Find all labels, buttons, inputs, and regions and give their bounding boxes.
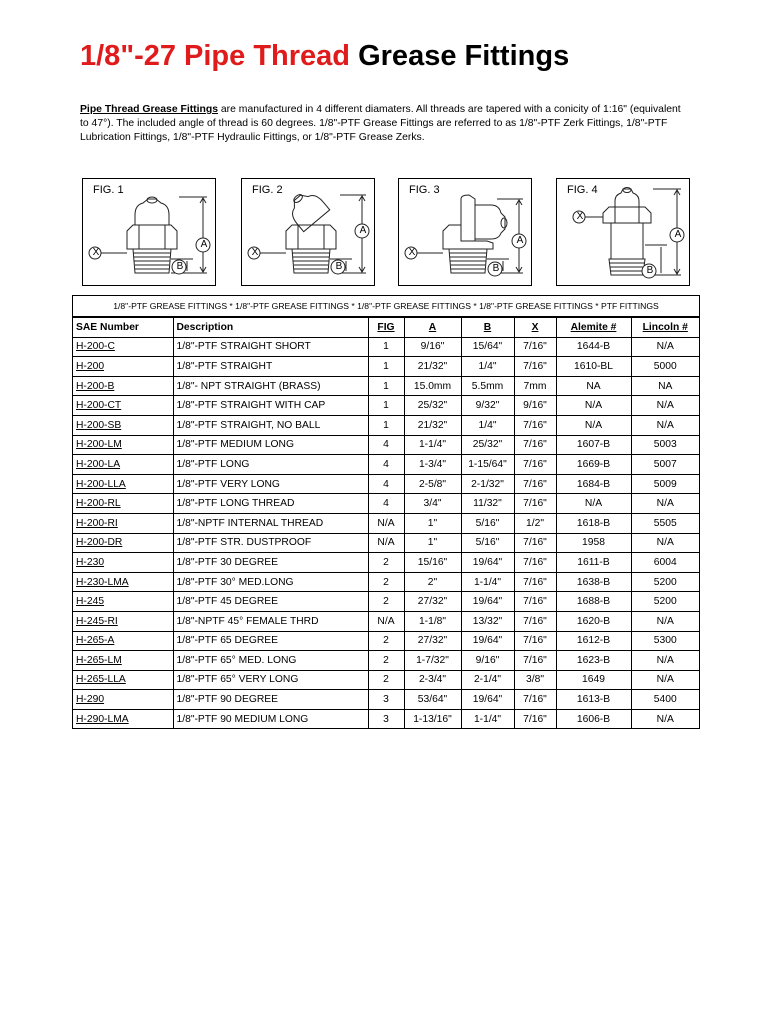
cell-lincoln: N/A [631, 651, 699, 671]
cell-description: 1/8"-NPTF 45° FEMALE THRD [173, 611, 368, 631]
fittings-table-panel [72, 295, 700, 729]
table-row [73, 357, 699, 377]
cell-x: 7/16" [514, 592, 556, 612]
cell-b: 11/32" [461, 494, 514, 514]
cell-fig: 2 [368, 631, 404, 651]
cell-b: 19/64" [461, 631, 514, 651]
table-row [73, 337, 699, 357]
header-lincoln: Lincoln # [631, 318, 699, 338]
cell-x: 7/16" [514, 572, 556, 592]
cell-description: 1/8"-PTF VERY LONG [173, 474, 368, 494]
cell-a: 27/32" [404, 631, 461, 651]
cell-lincoln: N/A [631, 337, 699, 357]
cell-sae-number[interactable] [73, 533, 173, 553]
cell-lincoln: N/A [631, 533, 699, 553]
sae-number-link[interactable]: H-265-LM [76, 654, 122, 666]
cell-b: 9/32" [461, 396, 514, 416]
cell-description: 1/8"-PTF 65° MED. LONG [173, 651, 368, 671]
figure-2 [241, 178, 375, 286]
cell-sae-number[interactable] [73, 651, 173, 671]
cell-description: 1/8"-PTF 30 DEGREE [173, 553, 368, 573]
cell-description: 1/8"-PTF LONG [173, 455, 368, 475]
cell-alemite: 1688-B [556, 592, 631, 612]
sae-number-link[interactable]: H-290 [76, 694, 105, 706]
sae-number-link[interactable]: H-290-LMA [76, 713, 129, 725]
cell-sae-number[interactable] [73, 690, 173, 710]
figure-1 [82, 178, 216, 286]
cell-x: 7/16" [514, 709, 556, 728]
header-a: A [404, 318, 461, 338]
cell-b: 15/64" [461, 337, 514, 357]
cell-lincoln: 5300 [631, 631, 699, 651]
table-row [73, 709, 699, 728]
cell-fig: 1 [368, 396, 404, 416]
cell-b: 19/64" [461, 690, 514, 710]
cell-lincoln: 5009 [631, 474, 699, 494]
cell-alemite: N/A [556, 494, 631, 514]
cell-b: 5/16" [461, 533, 514, 553]
cell-fig: 4 [368, 494, 404, 514]
table-row [73, 690, 699, 710]
sae-number-link[interactable]: H-200-LA [76, 458, 121, 470]
fig1-dim-a: A [200, 239, 208, 250]
cell-description: 1/8"-PTF STR. DUSTPROOF [173, 533, 368, 553]
table-row [73, 415, 699, 435]
cell-sae-number[interactable] [73, 553, 173, 573]
sae-number-link[interactable]: H-200-SB [76, 419, 122, 431]
sae-number-link[interactable]: H-265-LLA [76, 674, 126, 686]
cell-a: 2-5/8" [404, 474, 461, 494]
cell-fig: N/A [368, 611, 404, 631]
cell-a: 15.0mm [404, 376, 461, 396]
cell-alemite: 1610-BL [556, 357, 631, 377]
cell-sae-number[interactable] [73, 376, 173, 396]
cell-description: 1/8"-PTF STRAIGHT WITH CAP [173, 396, 368, 416]
cell-x: 7/16" [514, 357, 556, 377]
header-description: Description [173, 318, 368, 338]
cell-alemite: 1606-B [556, 709, 631, 728]
cell-lincoln: 5200 [631, 572, 699, 592]
cell-sae-number[interactable] [73, 474, 173, 494]
fig3-dim-x: X [408, 247, 416, 258]
table-row [73, 376, 699, 396]
cell-alemite: 1620-B [556, 611, 631, 631]
cell-b: 19/64" [461, 592, 514, 612]
cell-alemite: 1611-B [556, 553, 631, 573]
figure-4-label: FIG. 4 [567, 184, 598, 196]
fig3-dim-a: A [516, 235, 524, 246]
table-row [73, 631, 699, 651]
cell-b: 1-15/64" [461, 455, 514, 475]
cell-fig: 4 [368, 455, 404, 475]
cell-b: 13/32" [461, 611, 514, 631]
page-title-red: 1/8"-27 Pipe Thread [80, 40, 351, 72]
cell-lincoln: 5000 [631, 357, 699, 377]
cell-alemite: 1669-B [556, 455, 631, 475]
table-row [73, 611, 699, 631]
cell-description: 1/8"-PTF LONG THREAD [173, 494, 368, 514]
figure-3-label: FIG. 3 [409, 184, 440, 196]
cell-b: 2-1/32" [461, 474, 514, 494]
cell-alemite: 1649 [556, 670, 631, 690]
cell-description: 1/8"-PTF STRAIGHT, NO BALL [173, 415, 368, 435]
cell-x: 7/16" [514, 533, 556, 553]
sae-number-link[interactable]: H-200-RL [76, 498, 121, 510]
sae-number-link[interactable]: H-200-C [76, 341, 115, 353]
cell-sae-number[interactable] [73, 592, 173, 612]
sae-number-link[interactable]: H-245 [76, 596, 105, 608]
table-row [73, 553, 699, 573]
cell-a: 2" [404, 572, 461, 592]
fig2-dim-a: A [359, 225, 367, 236]
cell-alemite: N/A [556, 415, 631, 435]
cell-lincoln: 5007 [631, 455, 699, 475]
sae-number-link[interactable]: H-200-DR [76, 537, 123, 549]
sae-number-link[interactable]: H-230 [76, 556, 105, 568]
table-row [73, 592, 699, 612]
fig1-dim-b: B [176, 261, 184, 272]
cell-lincoln: 5400 [631, 690, 699, 710]
table-row [73, 494, 699, 514]
cell-a: 21/32" [404, 415, 461, 435]
cell-sae-number[interactable] [73, 415, 173, 435]
cell-b: 19/64" [461, 553, 514, 573]
cell-x: 7/16" [514, 494, 556, 514]
cell-lincoln: 6004 [631, 553, 699, 573]
cell-x: 1/2" [514, 513, 556, 533]
cell-sae-number[interactable] [73, 572, 173, 592]
cell-x: 7/16" [514, 553, 556, 573]
cell-description: 1/8"-PTF 90 DEGREE [173, 690, 368, 710]
table-row [73, 455, 699, 475]
cell-alemite: 1958 [556, 533, 631, 553]
table-row [73, 396, 699, 416]
cell-alemite: 1644-B [556, 337, 631, 357]
cell-x: 7/16" [514, 690, 556, 710]
cell-b: 1/4" [461, 415, 514, 435]
cell-description: 1/8"-PTF MEDIUM LONG [173, 435, 368, 455]
cell-description: 1/8"-PTF 45 DEGREE [173, 592, 368, 612]
intro-lead: Pipe Thread Grease Fittings [80, 104, 219, 115]
cell-fig: 2 [368, 553, 404, 573]
cell-sae-number[interactable] [73, 357, 173, 377]
sae-number-link[interactable]: H-200-B [76, 380, 115, 392]
header-x: X [514, 318, 556, 338]
cell-x: 9/16" [514, 396, 556, 416]
cell-a: 1-13/16" [404, 709, 461, 728]
cell-a: 9/16" [404, 337, 461, 357]
cell-fig: 1 [368, 357, 404, 377]
cell-a: 25/32" [404, 396, 461, 416]
cell-description: 1/8"-PTF STRAIGHT SHORT [173, 337, 368, 357]
straight-fitting-drawing [83, 179, 215, 285]
sae-number-link[interactable]: H-200-CT [76, 400, 122, 412]
ninety-degree-fitting-drawing [399, 179, 531, 285]
cell-lincoln: N/A [631, 396, 699, 416]
sae-number-link[interactable]: H-200 [76, 360, 105, 372]
cell-sae-number[interactable] [73, 494, 173, 514]
cell-fig: N/A [368, 533, 404, 553]
cell-x: 7/16" [514, 611, 556, 631]
cell-x: 7/16" [514, 337, 556, 357]
header-alemite: Alemite # [556, 318, 631, 338]
cell-lincoln: NA [631, 376, 699, 396]
cell-lincoln: N/A [631, 709, 699, 728]
cell-description: 1/8"-PTF STRAIGHT [173, 357, 368, 377]
cell-lincoln: N/A [631, 670, 699, 690]
fittings-table [73, 317, 699, 728]
cell-b: 1-1/4" [461, 709, 514, 728]
fig1-dim-x: X [92, 247, 100, 258]
cell-a: 3/4" [404, 494, 461, 514]
fig4-dim-x: X [576, 211, 584, 222]
fig4-dim-a: A [674, 229, 682, 240]
fig2-dim-b: B [335, 261, 343, 272]
cell-alemite: 1607-B [556, 435, 631, 455]
cell-lincoln: 5505 [631, 513, 699, 533]
cell-b: 1-1/4" [461, 572, 514, 592]
cell-b: 5/16" [461, 513, 514, 533]
cell-a: 1" [404, 513, 461, 533]
cell-description: 1/8"-PTF 65° VERY LONG [173, 670, 368, 690]
cell-sae-number[interactable] [73, 631, 173, 651]
header-sae-number: SAE Number [73, 318, 173, 338]
cell-fig: N/A [368, 513, 404, 533]
cell-description: 1/8"-PTF 65 DEGREE [173, 631, 368, 651]
sae-number-link[interactable]: H-200-LLA [76, 478, 126, 490]
cell-fig: 4 [368, 435, 404, 455]
cell-sae-number[interactable] [73, 396, 173, 416]
cell-a: 21/32" [404, 357, 461, 377]
cell-alemite: 1612-B [556, 631, 631, 651]
cell-sae-number[interactable] [73, 611, 173, 631]
fig4-dim-b: B [646, 265, 654, 276]
cell-a: 1-7/32" [404, 651, 461, 671]
figure-2-label: FIG. 2 [252, 184, 283, 196]
table-row [73, 572, 699, 592]
cell-fig: 1 [368, 337, 404, 357]
cell-a: 1" [404, 533, 461, 553]
table-row [73, 533, 699, 553]
fig2-dim-x: X [251, 247, 259, 258]
sae-number-link[interactable]: H-200-LM [76, 439, 122, 451]
angled-fitting-drawing [242, 179, 374, 285]
cell-a: 1-1/4" [404, 435, 461, 455]
fig3-dim-b: B [492, 263, 500, 274]
cell-a: 1-1/8" [404, 611, 461, 631]
cell-a: 27/32" [404, 592, 461, 612]
cell-b: 5.5mm [461, 376, 514, 396]
cell-description: 1/8"-PTF 90 MEDIUM LONG [173, 709, 368, 728]
cell-lincoln: 5003 [631, 435, 699, 455]
sae-number-link[interactable]: H-265-A [76, 635, 115, 647]
header-fig: FIG [368, 318, 404, 338]
figure-1-label: FIG. 1 [93, 184, 124, 196]
cell-fig: 3 [368, 709, 404, 728]
cell-lincoln: N/A [631, 415, 699, 435]
cell-b: 1/4" [461, 357, 514, 377]
cell-alemite: N/A [556, 396, 631, 416]
cell-alemite: 1638-B [556, 572, 631, 592]
cell-fig: 1 [368, 376, 404, 396]
cell-lincoln: 5200 [631, 592, 699, 612]
header-b: B [461, 318, 514, 338]
cell-fig: 2 [368, 572, 404, 592]
cell-sae-number[interactable] [73, 337, 173, 357]
cell-x: 7mm [514, 376, 556, 396]
cell-lincoln: N/A [631, 494, 699, 514]
cell-sae-number[interactable] [73, 709, 173, 728]
cell-x: 7/16" [514, 651, 556, 671]
cell-b: 9/16" [461, 651, 514, 671]
cell-x: 7/16" [514, 415, 556, 435]
cell-x: 3/8" [514, 670, 556, 690]
cell-x: 7/16" [514, 631, 556, 651]
cell-a: 2-3/4" [404, 670, 461, 690]
figure-3 [398, 178, 532, 286]
cell-sae-number[interactable] [73, 670, 173, 690]
intro-body: are manufactured in 4 different diamaters. All threads are tapered with a conicity of 1:16" (equivalent to 47°). The included angle of thread is 60 degrees. 1/8"-PTF Grease Fittings are referred to as 1/8"-PTF Zerk Fittings, 1/8"-PTF Lubrication Fittings, 1/8"-PTF Hydraulic Fittings, or 1/8"-PTF Grease Zerks. [80, 104, 681, 143]
sae-number-link[interactable]: H-200-RI [76, 517, 118, 529]
cell-description: 1/8"-NPTF INTERNAL THREAD [173, 513, 368, 533]
long-fitting-drawing [557, 179, 689, 285]
sae-number-link[interactable]: H-230-LMA [76, 576, 129, 588]
cell-alemite: 1623-B [556, 651, 631, 671]
table-row [73, 651, 699, 671]
cell-sae-number[interactable] [73, 513, 173, 533]
cell-b: 25/32" [461, 435, 514, 455]
cell-alemite: 1613-B [556, 690, 631, 710]
cell-fig: 2 [368, 670, 404, 690]
sae-number-link[interactable]: H-245-RI [76, 615, 118, 627]
table-row [73, 670, 699, 690]
intro-paragraph [80, 103, 690, 145]
table-row [73, 513, 699, 533]
cell-a: 15/16" [404, 553, 461, 573]
cell-description: 1/8"-PTF 30° MED.LONG [173, 572, 368, 592]
cell-sae-number[interactable] [73, 455, 173, 475]
cell-a: 53/64" [404, 690, 461, 710]
table-header-row [73, 318, 699, 338]
figure-4 [556, 178, 690, 286]
page-title [80, 40, 569, 73]
table-banner: 1/8"-PTF GREASE FITTINGS * 1/8"-PTF GREASE FITTINGS * 1/8"-PTF GREASE FITTINGS * 1/8"-PTF GREASE FITTINGS * PTF FITTINGS [73, 296, 699, 317]
cell-fig: 2 [368, 651, 404, 671]
cell-x: 7/16" [514, 455, 556, 475]
cell-alemite: 1684-B [556, 474, 631, 494]
cell-lincoln: N/A [631, 611, 699, 631]
page-title-black: Grease Fittings [358, 40, 570, 72]
cell-alemite: 1618-B [556, 513, 631, 533]
cell-x: 7/16" [514, 435, 556, 455]
cell-a: 1-3/4" [404, 455, 461, 475]
cell-fig: 3 [368, 690, 404, 710]
cell-x: 7/16" [514, 474, 556, 494]
cell-description: 1/8"- NPT STRAIGHT (BRASS) [173, 376, 368, 396]
table-row [73, 435, 699, 455]
cell-alemite: NA [556, 376, 631, 396]
cell-fig: 2 [368, 592, 404, 612]
cell-sae-number[interactable] [73, 435, 173, 455]
cell-fig: 1 [368, 415, 404, 435]
cell-fig: 4 [368, 474, 404, 494]
table-row [73, 474, 699, 494]
cell-b: 2-1/4" [461, 670, 514, 690]
